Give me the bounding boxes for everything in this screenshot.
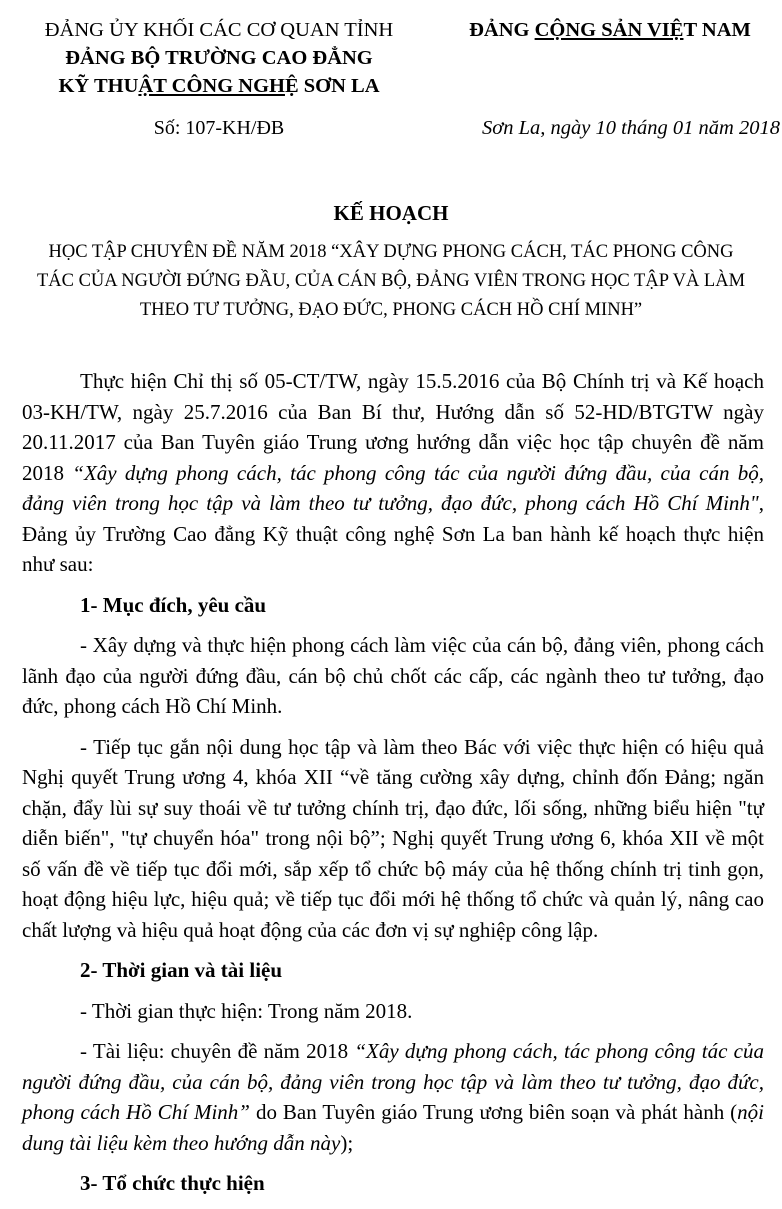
doc-italic-note: nội dung tài liệu kèm theo hướng dẫn này [22, 1100, 764, 1155]
document-number: Số: 107-KH/ĐB [153, 117, 285, 139]
doc-text-mid: do Ban Tuyên giáo Trung ương biên soạn và phát hành ( [250, 1100, 738, 1124]
party-title-pre: ĐẢNG [469, 19, 535, 41]
section-1-paragraph-1: - Xây dựng và thực hiện phong cách làm việc của cán bộ, đảng viên, phong cách lãnh đạo của người đứng đầu, cán bộ chủ chốt các cấp, các ngành theo tư tưởng, đạo đức, phong cách Hồ Chí Minh. [22, 633, 764, 718]
party-title [440, 16, 780, 44]
section-2-time: - Thời gian thực hiện: Trong năm 2018. [80, 998, 413, 1023]
intro-italic: “Xây dựng phong cách, tác phong công tác của người đứng đầu, của cán bộ, đảng viên trong học tập và làm theo tư tưởng, đạo đức, phong cách Hồ Chí Minh" [22, 460, 765, 515]
org-line-2: ĐẢNG BỘ TRƯỜNG CAO ĐẲNG [65, 47, 373, 69]
document-date: Sơn La, ngày 10 tháng 01 năm 2018 [482, 117, 780, 139]
section-1-heading: 1- Mục đích, yêu cầu [80, 592, 267, 617]
intro-paragraph [22, 366, 764, 580]
document-title: KẾ HOẠCH [333, 201, 449, 225]
doc-text-end: ); [340, 1130, 354, 1155]
org-line-1: ĐẢNG ỦY KHỐI CÁC CƠ QUAN TỈNH [44, 19, 394, 41]
intro-text-1: Thực hiện Chỉ thị số 05-CT/TW, ngày 15.5.2016 của Bộ Chính trị và Kế hoạch 03-KH/TW, ngày 25.7.2016 của Ban Bí thư, Hướng dẫn số 52-HD/BTGTW ngày 20.11.2017 của Ban Tuyên giáo Trung ương hướng dẫn việc học tập chuyên đề năm 2018 [22, 369, 764, 485]
doc-italic-title: “Xây dựng phong cách, tác phong công tác của người đứng đầu, của cán bộ, đảng viên trong học tập và làm theo tư tưởng, đạo đức, phong cách Hồ Chí Minh” [22, 1039, 764, 1124]
doc-text-pre: - Tài liệu: chuyên đề năm 2018 [80, 1039, 355, 1063]
party-title-underlined: CỘNG SẢN VIỆ [534, 19, 684, 41]
section-2-documents [22, 1036, 764, 1158]
party-title-post: T NAM [683, 19, 751, 41]
section-2-heading: 2- Thời gian và tài liệu [80, 958, 283, 982]
org-line-3-post: Ệ SƠN LA [284, 75, 380, 97]
document-body [22, 366, 764, 1209]
org-line-3-pre: KỸ THU [58, 75, 139, 97]
section-1-paragraph-2: - Tiếp tục gắn nội dung học tập và làm theo Bác với việc thực hiện có hiệu quả Nghị quyết Trung ương 4, khóa XII “về tăng cường xây dựng, chỉnh đốn Đảng; ngăn chặn, đẩy lùi sự suy thoái về tư tưởng chính trị, đạo đức, lối sống, những biểu hiện "tự diễn biến", "tự chuyển hóa" trong nội bộ”; Nghị quyết Trung ương 6, khóa XII về một số vấn đề về tiếp tục đổi mới, sắp xếp tổ chức bộ máy của hệ thống chính trị tinh gọn, hoạt động hiệu lực, hiệu quả; về tiếp tục đổi mới hệ thống tổ chức và quản lý, nâng cao chất lượng và hiệu quả hoạt động của các đơn vị sự nghiệp công lập. [22, 734, 764, 942]
intro-text-2: , Đảng ủy Trường Cao đẳng Kỹ thuật công nghệ Sơn La ban hành kế hoạch thực hiện như sau: [22, 491, 764, 576]
issuing-organization [14, 16, 424, 100]
org-line-3 [14, 72, 424, 100]
document-subtitle: HỌC TẬP CHUYÊN ĐỀ NĂM 2018 “XÂY DỰNG PHONG CÁCH, TÁC PHONG CÔNG TÁC CỦA NGƯỜI ĐỨNG ĐẦU, CỦA CÁN BỘ, ĐẢNG VIÊN TRONG HỌC TẬP VÀ LÀM THEO TƯ TƯỞNG, ĐẠO ĐỨC, PHONG CÁCH HỒ CHÍ MINH” [36, 242, 746, 320]
org-line-3-underlined: ẬT CÔNG NGH [138, 75, 285, 97]
section-3-heading: 3- Tổ chức thực hiện [80, 1171, 265, 1195]
